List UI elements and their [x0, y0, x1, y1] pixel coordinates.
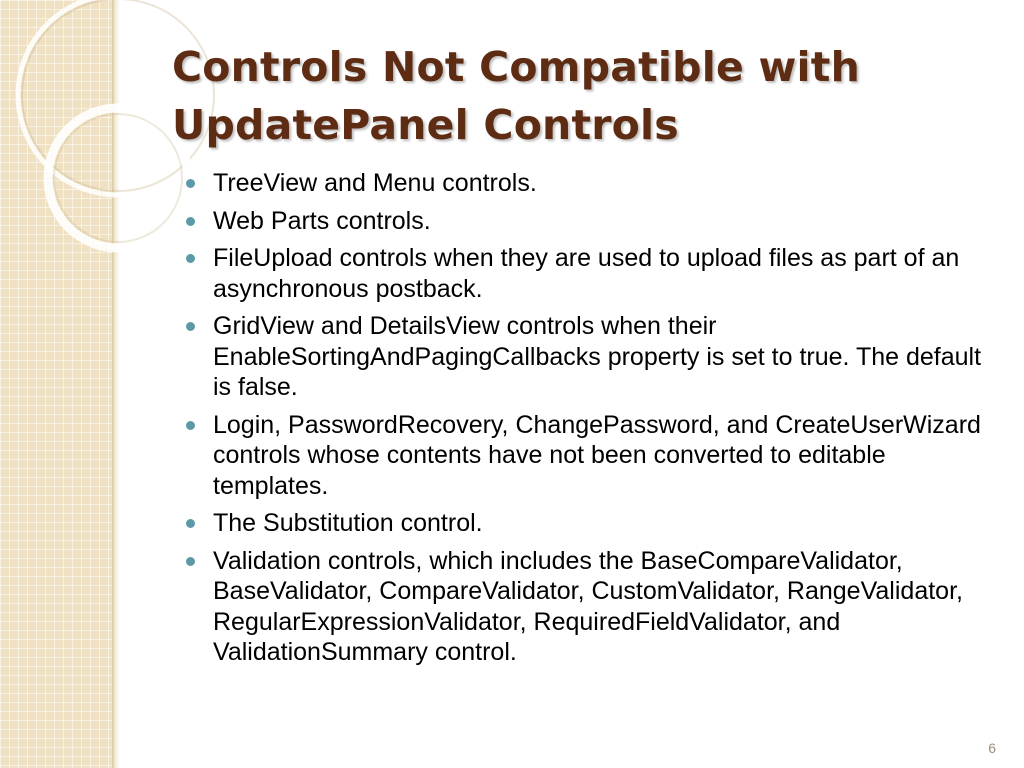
bullet-dot-icon	[186, 519, 195, 528]
bullet-text: Web Parts controls.	[213, 206, 431, 235]
bullet-dot-icon	[186, 217, 195, 226]
bullet-text: GridView and DetailsView controls when their EnableSortingAndPagingCallbacks property is set to true. The default is false.	[213, 312, 982, 401]
bullet-text: Login, PasswordRecovery, ChangePassword, and CreateUserWizard controls whose contents have not been converted to editable templates.	[213, 410, 981, 500]
bullet-item	[186, 546, 1006, 668]
bullet-text: FileUpload controls when they are used to upload files as part of an asynchronous postback.	[213, 244, 960, 303]
bullet-text: TreeView and Menu controls.	[213, 169, 537, 197]
bullet-text: Validation controls, which includes the BaseCompareValidator, BaseValidator, CompareValidator, CustomValidator, RangeValidator, RegularExpressionValidator, RequiredFieldValidator, and ValidationSummary control.	[213, 546, 963, 666]
bullet-item	[186, 410, 1006, 502]
bullet-item	[186, 168, 1006, 199]
decorative-circle-small-shadow	[54, 114, 182, 242]
bullet-item	[186, 508, 1006, 539]
bullet-dot-icon	[186, 421, 195, 430]
bullet-item	[186, 311, 1006, 403]
bullet-dot-icon	[186, 254, 195, 263]
slide-title-line-1: Controls Not Compatible with	[172, 43, 860, 91]
bullet-item	[186, 243, 1006, 304]
slide-title-line-2: UpdatePanel Controls	[172, 101, 679, 149]
bullet-dot-icon	[186, 179, 195, 188]
slide-title	[172, 38, 992, 154]
bullet-item	[186, 206, 1006, 237]
bullet-text: The Substitution control.	[213, 509, 483, 537]
decorative-circles	[0, 0, 140, 260]
bullet-dot-icon	[186, 557, 195, 566]
bullet-list	[186, 168, 1006, 675]
bullet-dot-icon	[186, 322, 195, 331]
slide-number: 6	[988, 740, 996, 756]
